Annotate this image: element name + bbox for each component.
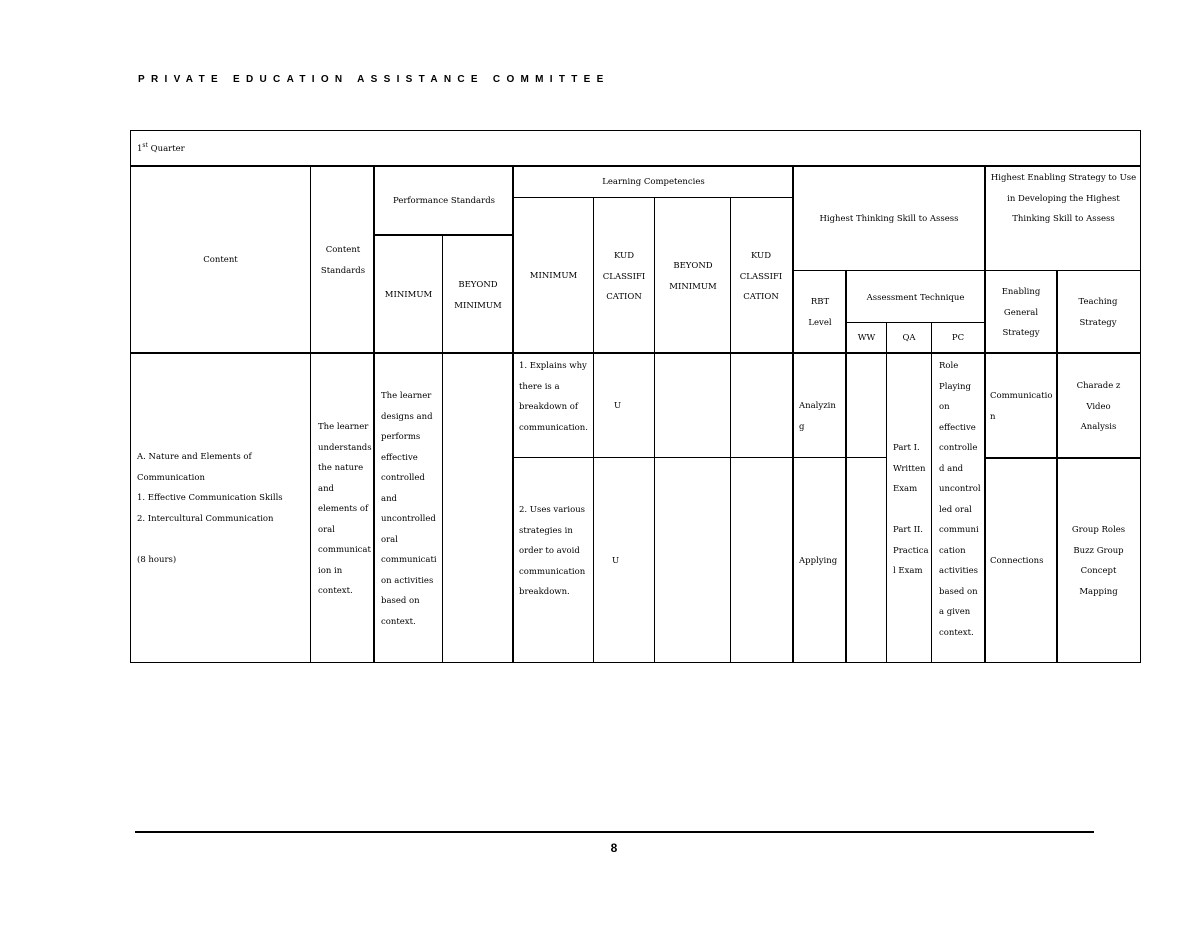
- table-rule: [130, 352, 1141, 354]
- table-rule: [792, 165, 794, 662]
- header-ps-minimum: MINIMUM: [384, 290, 433, 300]
- table-rule: [593, 197, 594, 662]
- header-highest-enabling: Highest Enabling Strategy to Use in Developing the Highest Thinking Skill to Assess: [990, 173, 1137, 224]
- table-rule: [130, 165, 1141, 167]
- table-rule: [730, 197, 731, 662]
- rbt-level-1: Analyzin g: [799, 401, 836, 432]
- performance-standard-text: The learner designs and performs effective controlled and uncontrolled oral communicati on activities based on context.: [381, 391, 437, 627]
- header-lc-beyond: BEYOND MINIMUM: [669, 261, 717, 292]
- rbt-level-2: Applying: [799, 556, 838, 566]
- table-rule: [512, 165, 514, 662]
- content-line: Communication: [137, 472, 205, 483]
- table-rule: [846, 322, 985, 323]
- kud-1: U: [614, 401, 622, 411]
- content-line: (8 hours): [137, 554, 177, 565]
- table-rule: [374, 234, 514, 236]
- header-performance-standards: Performance Standards: [392, 196, 495, 206]
- teaching-strategy-1: Charade z Video Analysis: [1076, 381, 1121, 432]
- table-rule: [985, 457, 1141, 459]
- header-teaching-strategy: Teaching Strategy: [1078, 297, 1118, 328]
- header-rbt-level: RBT Level: [808, 297, 832, 328]
- header-lc-kud-2: KUD CLASSIFI CATION: [739, 251, 783, 302]
- header-ps-beyond: BEYOND MINIMUM: [454, 280, 502, 311]
- header-lc-kud-1: KUD CLASSIFI CATION: [602, 251, 646, 302]
- enabling-strategy-2: Connections: [990, 556, 1044, 566]
- organization-header: PRIVATE EDUCATION ASSISTANCE COMMITTEE: [138, 74, 610, 85]
- quarter-label: 1st Quarter: [137, 142, 185, 154]
- header-assessment-technique: Assessment Technique: [866, 293, 965, 303]
- table-rule: [886, 322, 887, 662]
- content-line: [137, 529, 307, 550]
- header-qa: QA: [902, 333, 916, 343]
- enabling-strategy-1: Communicatio n: [990, 391, 1053, 422]
- kud-2: U: [612, 556, 620, 566]
- header-highest-thinking: Highest Thinking Skill to Assess: [819, 214, 959, 224]
- header-content-standards: Content Standards: [320, 245, 366, 276]
- qa-assessment: Part I. Written Exam Part II. Practica l Exam: [893, 443, 929, 576]
- table-rule: [513, 457, 887, 458]
- header-content: Content: [203, 255, 238, 265]
- table-rule: [373, 165, 375, 662]
- table-rule: [513, 197, 793, 198]
- content-line: 1. Effective Communication Skills: [137, 493, 283, 503]
- content-line: A. Nature and Elements of: [137, 452, 252, 462]
- table-rule: [654, 197, 655, 662]
- footer-rule: [135, 831, 1094, 833]
- content-line: 2. Intercultural Communication: [137, 513, 274, 524]
- table-rule: [310, 165, 311, 662]
- header-pc: PC: [951, 333, 965, 343]
- header-lc-minimum: MINIMUM: [529, 271, 578, 281]
- table-rule: [1056, 270, 1058, 663]
- header-enabling-general: Enabling General Strategy: [1001, 287, 1041, 338]
- pc-assessment: Role Playing on effective controlle d and uncontrol led oral communi cation activities based on a given context.: [939, 361, 981, 638]
- header-ww: WW: [857, 333, 876, 343]
- competency-2: 2. Uses various strategies in order to avoid communication breakdown.: [519, 505, 586, 597]
- teaching-strategy-2: Group Roles Buzz Group Concept Mapping: [1071, 525, 1126, 597]
- competency-1: 1. Explains why there is a breakdown of communication.: [519, 361, 588, 433]
- header-learning-competencies: Learning Competencies: [602, 177, 705, 187]
- content-standard-text: The learner understands the nature and elements of oral communicat ion in context.: [318, 422, 372, 596]
- content-topic: [137, 447, 307, 570]
- page-number: 8: [610, 841, 618, 855]
